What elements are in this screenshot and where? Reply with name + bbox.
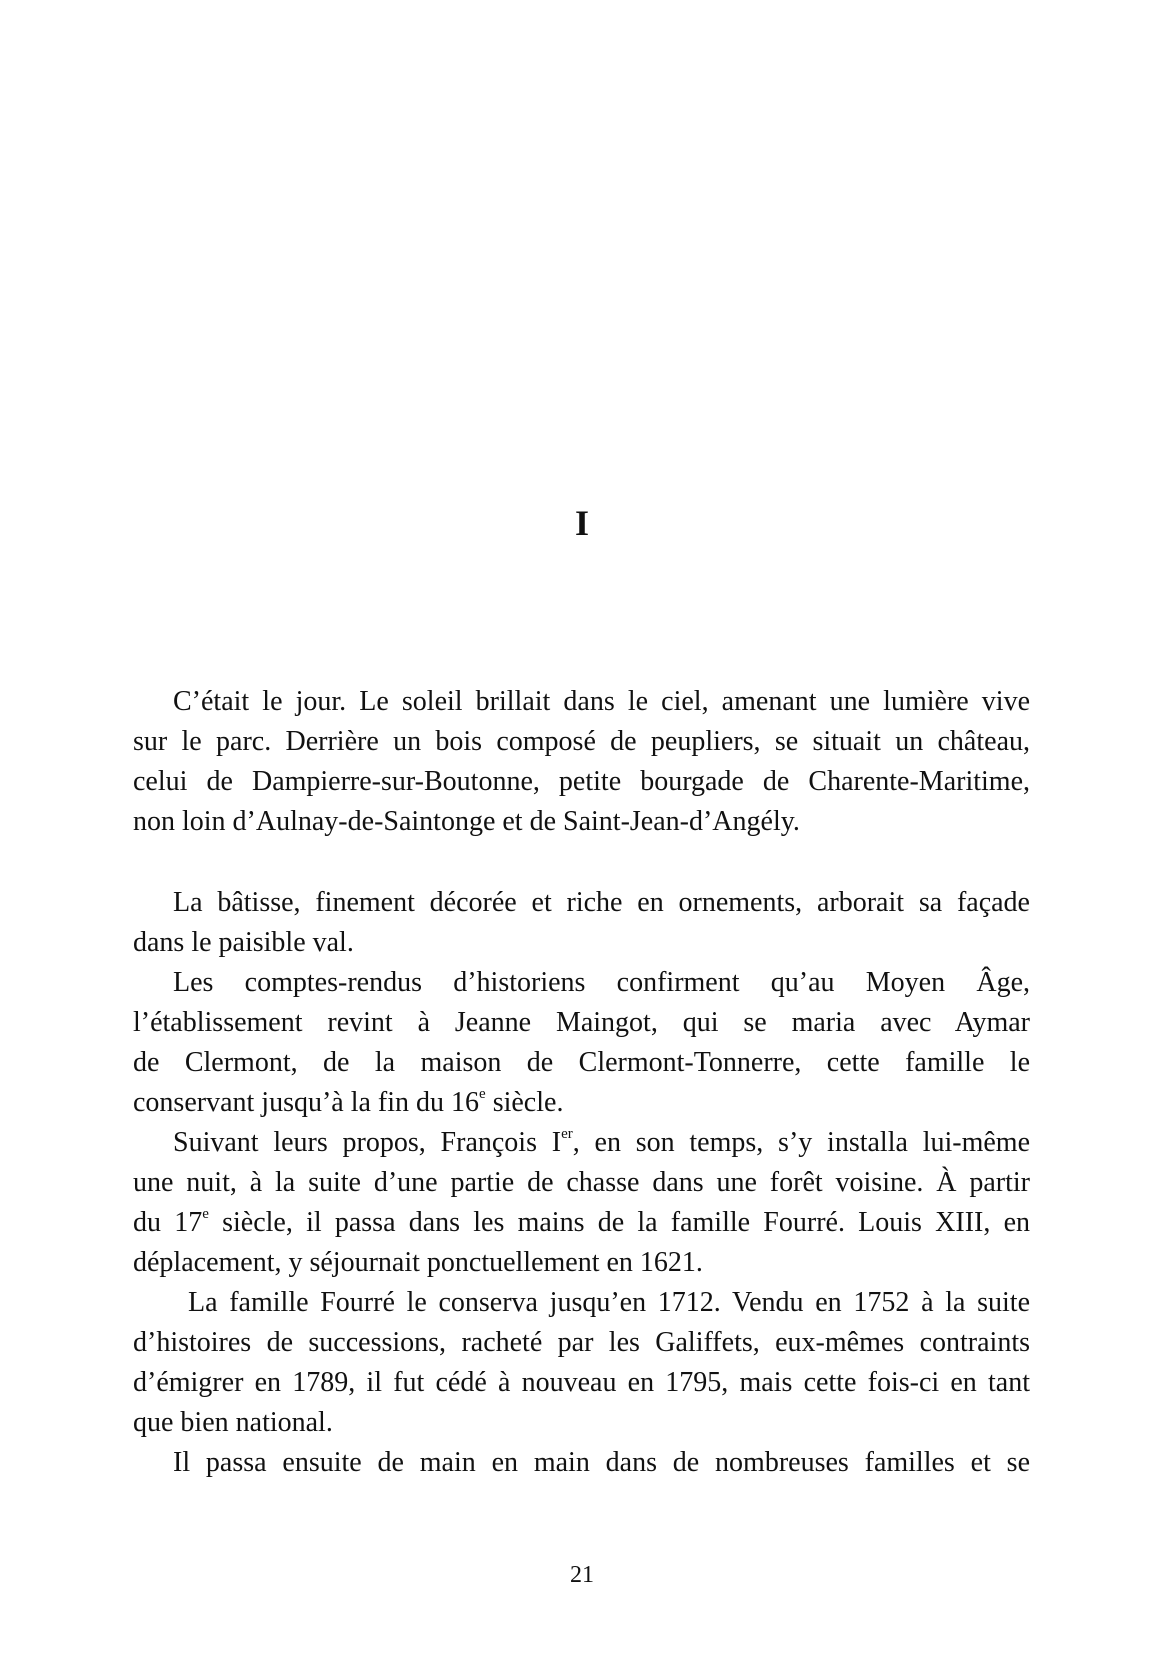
text-run: Suivant leurs propos, François I <box>173 1127 562 1158</box>
paragraph-5 <box>133 1283 1030 1443</box>
text-line: Les comptes-rendus d’historiens confirment qu’au Moyen Âge, <box>173 967 1030 998</box>
paragraph-1 <box>133 682 1030 842</box>
paragraph-4 <box>133 1123 1030 1283</box>
text-line: d’émigrer en 1789, il fut cédé à nouveau en 1795, mais cette fois-ci en tant <box>133 1367 1030 1398</box>
text-run: conservant jusqu’à la fin du 16 <box>133 1087 480 1118</box>
text-line: La famille Fourré le conserva jusqu’en 1712. Vendu en 1752 à la suite <box>188 1287 1030 1318</box>
superscript: e <box>202 1205 209 1222</box>
paragraph-3 <box>133 963 1030 1123</box>
paragraph-2 <box>133 883 1030 963</box>
body-text <box>133 682 1030 1483</box>
text-line: d’histoires de successions, racheté par les Galiffets, eux-mêmes contraints <box>133 1327 1030 1358</box>
text-line: C’était le jour. Le soleil brillait dans le ciel, amenant une lumière vive <box>173 686 1030 717</box>
text-line <box>133 1123 1030 1163</box>
text-line: de Clermont, de la maison de Clermont-Tonnerre, cette famille le <box>133 1047 1030 1078</box>
text-line <box>133 1083 1030 1123</box>
text-line: La bâtisse, finement décorée et riche en ornements, arborait sa façade <box>173 887 1030 918</box>
text-line: une nuit, à la suite d’une partie de chasse dans une forêt voisine. À partir <box>133 1167 1030 1198</box>
page-number: 21 <box>570 1562 594 1588</box>
text-line: dans le paisible val. <box>133 927 354 958</box>
text-run: siècle, il passa dans les mains de la famille Fourré. Louis XIII, en <box>208 1207 1031 1238</box>
superscript: er <box>561 1125 573 1142</box>
text-line: celui de Dampierre-sur-Boutonne, petite bourgade de Charente-Maritime, <box>133 766 1030 797</box>
text-line: sur le parc. Derrière un bois composé de peupliers, se situait un château, <box>133 726 1030 757</box>
superscript: e <box>479 1085 486 1102</box>
chapter-heading: I <box>574 503 589 543</box>
text-line: déplacement, y séjournait ponctuellement en 1621. <box>133 1247 703 1278</box>
text-run: du 17 <box>133 1207 203 1238</box>
text-run: siècle. <box>485 1087 564 1118</box>
paragraph-6 <box>133 1443 1030 1483</box>
paragraph-gap <box>133 842 1030 883</box>
text-line: non loin d’Aulnay-de-Saintonge et de Saint-Jean-d’Angély. <box>133 806 800 837</box>
text-line: que bien national. <box>133 1407 333 1438</box>
text-line: Il passa ensuite de main en main dans de nombreuses familles et se <box>173 1447 1030 1478</box>
text-run: , en son temps, s’y installa lui-même <box>572 1127 1030 1158</box>
text-line: l’établissement revint à Jeanne Maingot, qui se maria avec Aymar <box>133 1007 1030 1038</box>
text-line <box>133 1203 1030 1243</box>
